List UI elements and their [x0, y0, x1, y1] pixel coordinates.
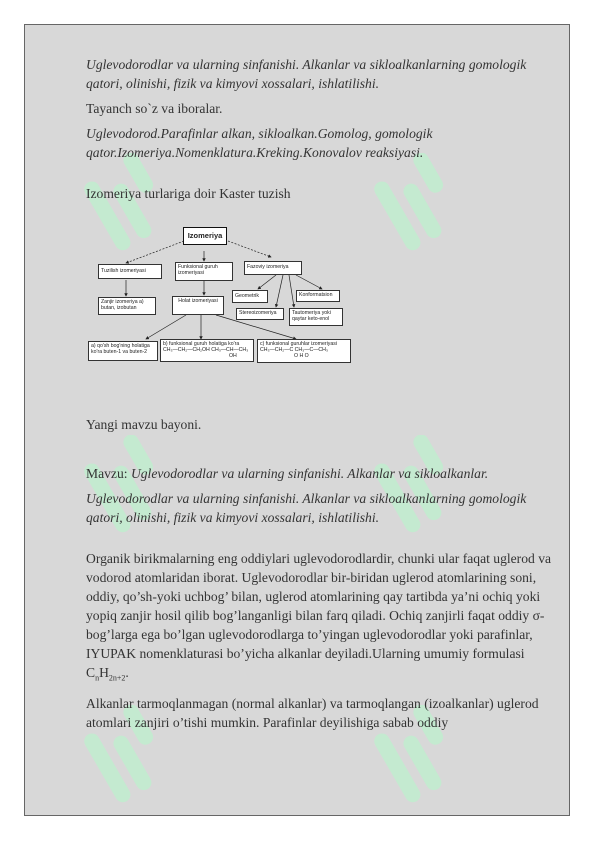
paragraph-1-end: . — [125, 665, 129, 680]
diagram-node-functional-position — [160, 339, 254, 362]
node-formula: CH₃—CH₂—CH₂OH CH₃—CH—CH₃ — [163, 347, 249, 354]
key-terms: Uglevodorod.Parafinlar alkan, sikloalkan.Gomolog, gomologik qator.Izomeriya.Nomenklatura.Kreking.Konovalov reaksiyasi. — [86, 126, 433, 160]
formula-h: H — [99, 665, 109, 680]
task-text: Izomeriya turlariga doir Kaster tuzish — [86, 186, 291, 201]
document-content — [86, 55, 556, 738]
node-formula-sub: OH — [229, 353, 237, 360]
topic-repeat: Uglevodorodlar va ularning sinfanishi. Alkanlar va sikloalkanlarning gomologik qatori, olinishi, fizik va kimyovi xossalari, ishlatilishi. — [86, 491, 527, 525]
diagram-node-tautomery: Tautomeriya yoki qaytar ketо-enol — [289, 308, 343, 326]
diagram-node-double-bond: a) qo'sh bog'ning holatiga ko'ra butеn-1 va butеn-2 — [88, 341, 158, 361]
new-topic-label: Yangi mavzu bayoni. — [86, 417, 202, 432]
paragraph-1 — [86, 549, 556, 688]
subscript-n: n — [95, 673, 100, 683]
heading: Uglevodorodlar va ularning sinfanishi. Alkanlar va sikloalkanlarning gomologik qatori, olinishi, fizik va kimyovi xossalari, ishlatilishi. — [86, 57, 527, 91]
topic-text: Uglevodorodlar va ularning sinfanishi. Alkanlar va sikloalkanlar. — [130, 466, 489, 481]
paragraph-2: Alkanlar tarmoqlanmagan (normal alkanlar) va tarmoqlangan (izoalkanlar) uglerod atomlari zanjiri o’tishi mumkin. Parafinlar deyilishiga sabab oddiy — [86, 695, 539, 730]
diagram-node-position: Holat izomeriyasi — [172, 296, 224, 315]
paragraph-1-text: Organik birikmalarning eng oddiylari uglevodorodlardir, chunki ular faqat uglerod va vodorod atomlaridan iborat. Uglevodorodlar bir-biridan uglerod atomlarining soni, oddiy, qo’sh-yoki uchbog’ bilan, uglerod atomlarining qay tartibda ya’ni ochiq yoki yopiq zanjir hosil qilib bog’langanligi bilan farq qiladi. Ochiq zanjirli faqat oddiy σ-bog’larga ega bo’lgan uglevodorodlarga to’yingan uglevodorodlar yoki parafinlar, IYUPAK nomenklaturasi bo’yicha alkanlar deyiladi.Ularning umumiy formulasi C — [86, 551, 552, 680]
isomerism-cluster-diagram — [86, 223, 556, 393]
node-formula: CH₃—CH₂—C CH₃—C—CH₃ — [260, 347, 329, 354]
diagram-node-functional: Funksional guruh izomeriyasi — [175, 262, 233, 281]
node-formula-sub: O H O — [294, 353, 309, 360]
topic-prefix: Mavzu: — [86, 466, 131, 481]
diagram-node-spatial: Fazoviy izomeriya — [244, 261, 302, 275]
node-label: b) funksional guruh holatiga ko'ra — [163, 341, 240, 347]
topic-line — [86, 464, 556, 483]
diagram-node-stereo: Stereoizomeriya — [236, 308, 284, 320]
diagram-node-chain: Zanjir izomeriya a) butan, izobutan — [98, 297, 156, 315]
document-page — [24, 24, 570, 816]
node-label: c) funksional guruhlar izomeriyasi — [260, 341, 337, 347]
key-terms-label: Tayanch so`z va iboralar. — [86, 101, 223, 116]
diagram-node-structural: Tuzilish izomeriyasi — [98, 264, 162, 279]
diagram-node-functional-groups — [257, 339, 351, 363]
subscript-2n2: 2n+2 — [108, 673, 126, 683]
diagram-node-root: Izomeriya — [183, 227, 227, 245]
diagram-node-conformational: Konformatsion — [296, 290, 340, 302]
diagram-node-geometric: Geometrik — [232, 290, 268, 303]
